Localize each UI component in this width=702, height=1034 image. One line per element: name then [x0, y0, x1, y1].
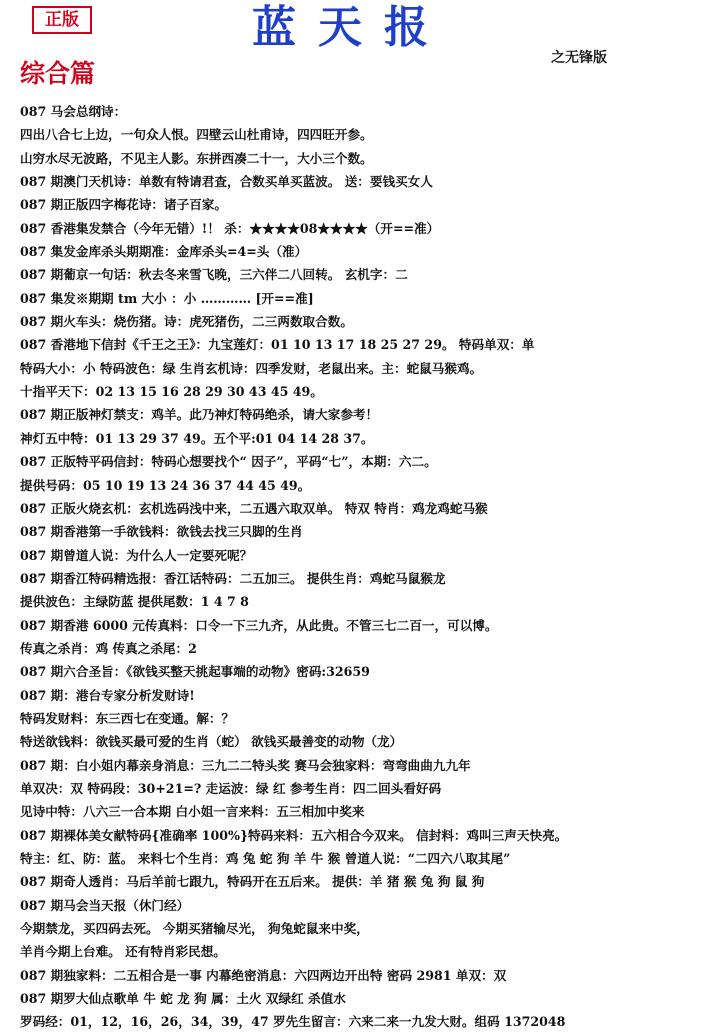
text-line: 087 马会总纲诗： [20, 104, 127, 119]
text-line: 087 香港地下信封《千王之王》：九宝莲灯：01 10 13 17 18 25 27 29。 特码单双：单 [20, 337, 535, 353]
text-line: 特送欲钱料：欲钱买最可爱的生肖（蛇） 欲钱买最善变的动物（龙） [20, 734, 403, 750]
text-line: 羊肖今期上台难。 还有特肖彩民想。 [20, 944, 226, 960]
text-line: 087 期裸体美女献特码{准确率 100%}特码来料：五六相合今双来。 信封料：鸡叫三声天快亮。 [20, 827, 568, 843]
text-line: 087 期六合圣旨：《欲钱买整天挑起事端的动物》密码:32659 [20, 664, 370, 680]
text-line: 今期禁龙，买四码去死。 今期买猪输尽光， 狗兔蛇鼠来中奖， [20, 921, 369, 937]
text-line: 087 期葡京一句话：秋去冬来雪飞晚，三六伴二八回转。 玄机字：二 [20, 267, 408, 283]
text-line: 087 期澳门天机诗：单数有特请君查，合数买单买蓝波。 送：要钱买女人 [20, 174, 433, 190]
text-line: 087 期香江特码精选报：香江话特码：二五加三。 提供生肖：鸡蛇马鼠猴龙 [20, 570, 446, 586]
text-line: 087 正版火烧玄机：玄机选码浅中来，二五遇六取双单。 特双 特肖：鸡龙鸡蛇马猴 [20, 500, 488, 516]
text-line: 087 期马会当天报（休门经） [20, 897, 190, 913]
text-line: 提供号码：05 10 19 13 24 36 37 44 45 49。 [20, 477, 311, 493]
text-line: 087 期：港台专家分析发财诗! [20, 687, 195, 703]
text-line: 087 期：白小姐内幕亲身消息：三九二二特头奖 赛马会独家料：弯弯曲曲九九年 [20, 757, 471, 773]
text-line: 087 期正版神灯禁支：鸡羊。此乃神灯特码绝杀，请大家参考！ [20, 407, 379, 423]
text-line: 087 香港集发禁合（今年无错）!！ 杀：★★★★08★★★★（开==准） [20, 220, 440, 236]
text-line: 提供波色：主绿防蓝 提供尾数：1 4 7 8 [20, 594, 249, 610]
text-line: 传真之杀肖：鸡 传真之杀尾：2 [20, 640, 197, 656]
article-body [20, 100, 688, 1034]
text-line: 特码发财料：东三西七在变通。解：？ [20, 710, 235, 726]
text-line: 山穷水尽无波路，不见主人影。东拼西凑二十一，大小三个数。 [20, 150, 373, 166]
edition-subtitle: 之无锋版 [551, 50, 607, 66]
text-line: 特主：红、防：蓝。 来料七个生肖：鸡 兔 蛇 狗 羊 牛 猴 曾道人说：“二四六八取其尾” [20, 851, 511, 866]
text-line: 见诗中特：八六三一合本期 白小姐一言来料：五三相加中奖来 [20, 804, 365, 820]
text-line: 特码大小：小 特码波色：绿 生肖玄机诗：四季发财，老鼠出来。主：蛇鼠马猴鸡。 [20, 360, 483, 376]
text-line: 087 期罗大仙点歌单 牛 蛇 龙 狗 属：土火 双绿红 杀值水 [20, 991, 346, 1007]
text-line: 四出八合七上边，一句众人恨。四壁云山杜甫诗，四四旺开参。 [20, 127, 373, 143]
text-line: 087 期曾道人说：为什么人一定要死呢？ [20, 547, 253, 563]
text-line: 087 期香港第一手欲钱料：欲钱去找三只脚的生肖 [20, 524, 303, 540]
section-title: 综合篇 [20, 59, 96, 88]
text-line: 罗码经：01，12，16，26，34，39，47 罗先生留言：六来二来一九发大财。组码 1372048 [20, 1014, 566, 1030]
text-line: 087 期独家料：二五相合是一事 内幕绝密消息：六四两边开出特 密码 2981 单双：双 [20, 967, 507, 983]
page-title: 蓝天报 [252, 2, 450, 53]
text-line: 十指平天下：02 13 15 16 28 29 30 43 45 49。 [20, 384, 323, 400]
text-line: 单双决：双 特码段：30+21=? 走运波：绿 红 参考生肖：四二回头看好码 [20, 780, 442, 796]
text-line: 087 期正版四字梅花诗：诸子百家。 [20, 197, 227, 213]
text-line: 087 集发※期期 tm 大小 ：小 ………… [开==准] [20, 290, 314, 306]
text-line: 087 期香港 6000 元传真料：口令一下三九齐，从此贵。不管三七二百一，可以博。 [20, 617, 498, 633]
text-line: 087 正版特平码信封：特码心想要找个“ 因子”，平码“七”，本期：六二。 [20, 454, 437, 470]
text-line: 087 集发金库杀头期期准：金库杀头=4=头（准） [20, 244, 308, 260]
text-line: 087 期火车头：烧伤猪。诗：虎死猪伤，二三两数取合数。 [20, 314, 353, 330]
text-line: 神灯五中特：01 13 29 37 49。五个平:01 04 14 28 37。 [20, 430, 374, 446]
version-badge: 正版 [32, 6, 92, 34]
text-line: 087 期奇人透肖：马后羊前七跟九，特码开在五后来。 提供：羊 猪 猴 兔 狗 鼠 狗 [20, 874, 485, 890]
